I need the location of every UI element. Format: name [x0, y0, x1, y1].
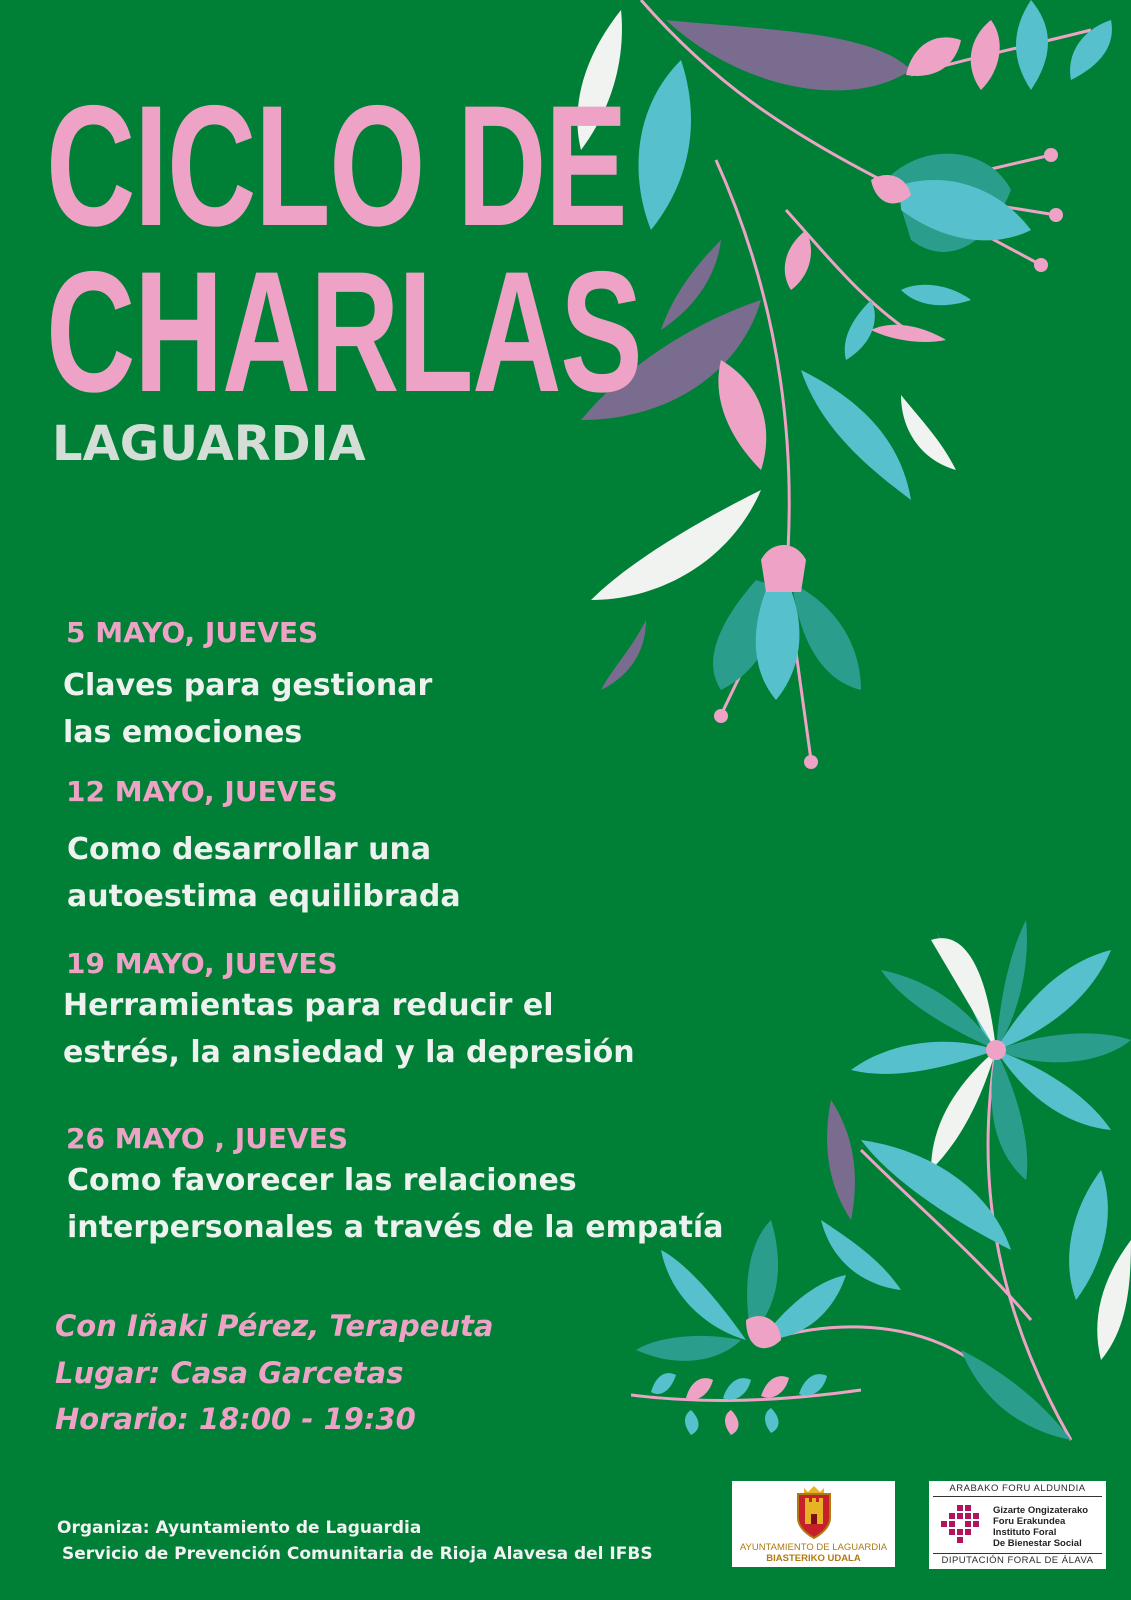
subtitle-location: LAGUARDIA: [52, 416, 366, 472]
coat-of-arms-icon: [792, 1484, 836, 1540]
speaker-info: Con Iñaki Pérez, Terapeuta: [55, 1309, 494, 1343]
talk-title-line: las emociones: [63, 715, 303, 750]
talk-title: [63, 662, 432, 756]
floral-decoration-top: [571, 0, 1131, 780]
service-text: Servicio de Prevención Comunitaria de Rioja Alavesa del IFBS: [62, 1544, 653, 1564]
ifbs-text-line: Foru Erakundea: [993, 1516, 1066, 1527]
talk-date: 19 MAYO, JUEVES: [66, 947, 338, 980]
talk-title-line: Claves para gestionar: [63, 668, 433, 703]
divider: [933, 1553, 1102, 1554]
talk-date: 12 MAYO, JUEVES: [66, 775, 338, 808]
alava-ifbs-logo: [929, 1481, 1106, 1569]
ifbs-text-line: Gizarte Ongizaterako: [993, 1505, 1089, 1516]
ifbs-text-line: Instituto Foral: [993, 1527, 1057, 1538]
talk-title-line: Herramientas para reducir el: [63, 988, 554, 1023]
venue-info: Lugar: Casa Garcetas: [55, 1356, 404, 1390]
alava-logo-bottom: DIPUTACIÓN FORAL DE ÁLAVA: [941, 1555, 1094, 1566]
talk-title: [67, 826, 461, 920]
alava-logo-top: ARABAKO FORU ALDUNDIA: [949, 1483, 1086, 1494]
talk-title: [63, 982, 635, 1076]
talk-date: 26 MAYO , JUEVES: [66, 1122, 349, 1155]
talk-title: [67, 1157, 723, 1251]
ifbs-text-line: De Bienestar Social: [993, 1538, 1082, 1549]
ifbs-text: [993, 1505, 1088, 1549]
talk-title-line: estrés, la ansiedad y la depresión: [63, 1035, 635, 1070]
laguardia-logo-line1: AYUNTAMIENTO DE LAGUARDIA: [739, 1542, 888, 1553]
divider: [933, 1496, 1102, 1497]
ifbs-dots-icon: [939, 1503, 985, 1549]
talk-title-line: interpersonales a través de la empatía: [67, 1210, 724, 1245]
talk-date: 5 MAYO, JUEVES: [66, 616, 319, 649]
talk-title-line: Como favorecer las relaciones: [67, 1163, 577, 1198]
talk-title-line: autoestima equilibrada: [67, 879, 461, 914]
title-line-2: CHARLAS: [46, 236, 642, 428]
organizer-text: Organiza: Ayuntamiento de Laguardia: [57, 1518, 422, 1538]
laguardia-logo-line2: BIASTERIKO UDALA: [766, 1553, 861, 1564]
schedule-info: Horario: 18:00 - 19:30: [55, 1402, 416, 1436]
laguardia-logo: [732, 1481, 895, 1567]
talk-title-line: Como desarrollar una: [67, 832, 432, 867]
title-line-1: CICLO DE: [46, 70, 627, 262]
